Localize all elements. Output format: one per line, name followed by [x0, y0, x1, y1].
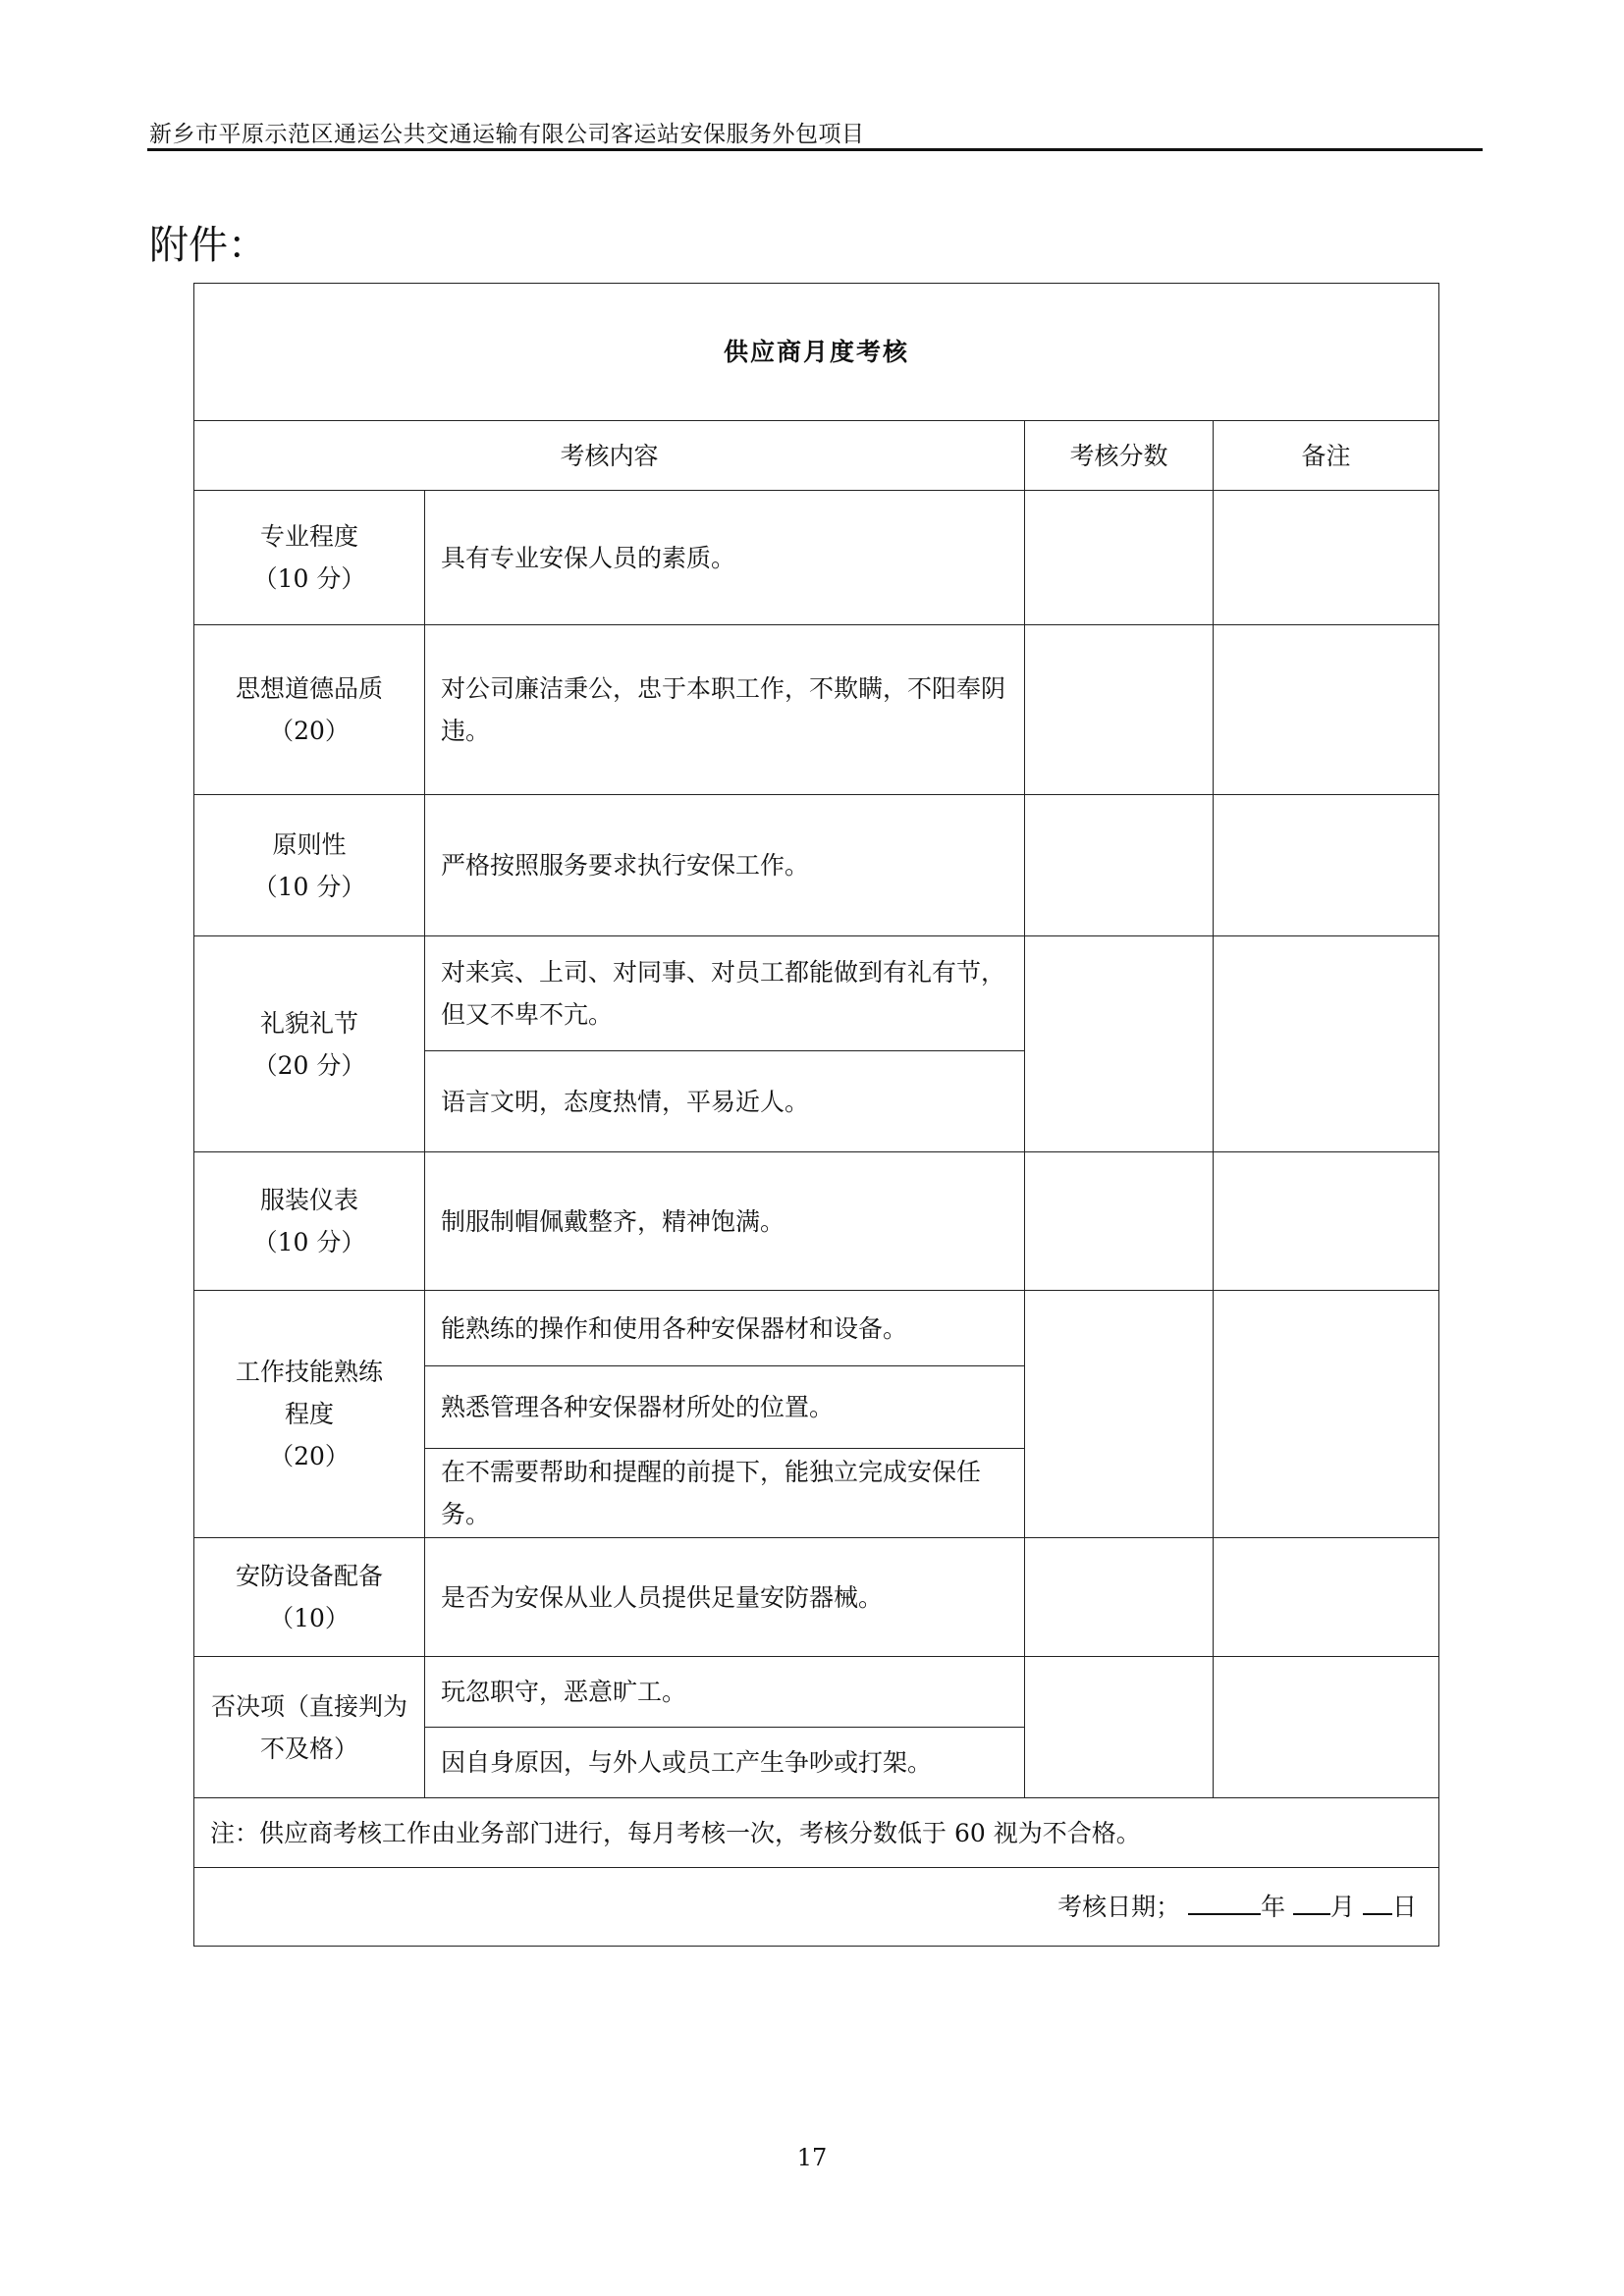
- score-cell[interactable]: [1025, 795, 1214, 936]
- category-cell: [194, 936, 425, 1152]
- content-cell: 玩忽职守，恶意旷工。: [425, 1657, 1025, 1728]
- page-number: 17: [796, 2144, 828, 2171]
- year-blank[interactable]: [1188, 1890, 1261, 1915]
- assessment-table: [193, 283, 1439, 1947]
- month-label: 月: [1330, 1893, 1356, 1921]
- header-rule: [147, 148, 1483, 151]
- category-cell: [194, 1291, 425, 1538]
- category-name: 否决项（直接判为不及格）: [210, 1691, 407, 1763]
- content-cell: 因自身原因，与外人或员工产生争吵或打架。: [425, 1728, 1025, 1798]
- remark-cell[interactable]: [1214, 1657, 1439, 1798]
- category-points: （20）: [269, 1442, 350, 1470]
- remark-cell[interactable]: [1214, 795, 1439, 936]
- content-cell: 对公司廉洁秉公，忠于本职工作，不欺瞒，不阳奉阴违。: [425, 625, 1025, 795]
- table-row: [194, 1538, 1439, 1657]
- category-name: 服装仪表: [259, 1186, 358, 1214]
- table-note: 注：供应商考核工作由业务部门进行，每月考核一次，考核分数低于 60 视为不合格。: [194, 1798, 1439, 1868]
- content-cell: 制服制帽佩戴整齐，精神饱满。: [425, 1152, 1025, 1291]
- table-row: [194, 936, 1439, 1051]
- score-cell[interactable]: [1025, 491, 1214, 625]
- category-name: 思想道德品质: [235, 674, 383, 703]
- table-row: [194, 1657, 1439, 1728]
- category-name: 安防设备配备: [235, 1562, 383, 1590]
- category-name: 工作技能熟练程度: [235, 1358, 383, 1428]
- score-cell[interactable]: [1025, 1538, 1214, 1657]
- category-cell: [194, 625, 425, 795]
- table-row: [194, 1291, 1439, 1366]
- content-cell: 语言文明，态度热情，平易近人。: [425, 1051, 1025, 1152]
- category-cell: [194, 1657, 425, 1798]
- header-content: 考核内容: [194, 421, 1025, 491]
- category-cell: [194, 1152, 425, 1291]
- running-header: 新乡市平原示范区通运公共交通运输有限公司客运站安保服务外包项目: [149, 122, 865, 147]
- category-name: 原则性: [272, 829, 347, 859]
- content-cell: 熟悉管理各种安保器材所处的位置。: [425, 1366, 1025, 1449]
- remark-cell[interactable]: [1214, 1152, 1439, 1291]
- header-score: 考核分数: [1025, 421, 1214, 491]
- remark-cell[interactable]: [1214, 1291, 1439, 1538]
- content-cell: 在不需要帮助和提醒的前提下，能独立完成安保任务。: [425, 1449, 1025, 1538]
- date-label: 考核日期；: [1057, 1893, 1181, 1921]
- category-name: 专业程度: [259, 522, 358, 551]
- table-row: [194, 795, 1439, 936]
- category-cell: [194, 1538, 425, 1657]
- remark-cell[interactable]: [1214, 625, 1439, 795]
- content-cell: 对来宾、上司、对同事、对员工都能做到有礼有节，但又不卑不亢。: [425, 936, 1025, 1051]
- year-label: 年: [1261, 1893, 1286, 1921]
- score-cell[interactable]: [1025, 1657, 1214, 1798]
- score-cell[interactable]: [1025, 625, 1214, 795]
- table-title: 供应商月度考核: [194, 284, 1439, 421]
- content-cell: 具有专业安保人员的素质。: [425, 491, 1025, 625]
- category-points: （20）: [269, 717, 350, 745]
- attachment-label: 附件：: [149, 223, 267, 268]
- category-cell: [194, 491, 425, 625]
- content-cell: 严格按照服务要求执行安保工作。: [425, 795, 1025, 936]
- category-points: （10 分）: [252, 872, 366, 901]
- category-points: （10 分）: [252, 1228, 366, 1256]
- remark-cell[interactable]: [1214, 491, 1439, 625]
- category-points: （10）: [269, 1604, 350, 1632]
- score-cell[interactable]: [1025, 936, 1214, 1152]
- category-cell: [194, 795, 425, 936]
- table-row: [194, 491, 1439, 625]
- assessment-date-cell: [194, 1868, 1439, 1947]
- remark-cell[interactable]: [1214, 936, 1439, 1152]
- day-label: 日: [1392, 1893, 1418, 1921]
- score-cell[interactable]: [1025, 1152, 1214, 1291]
- table-row: [194, 625, 1439, 795]
- category-points: （10 分）: [252, 564, 366, 593]
- content-cell: 能熟练的操作和使用各种安保器材和设备。: [425, 1291, 1025, 1366]
- content-cell: 是否为安保从业人员提供足量安防器械。: [425, 1538, 1025, 1657]
- day-blank[interactable]: [1363, 1890, 1392, 1915]
- table-row: [194, 1152, 1439, 1291]
- header-remark: 备注: [1214, 421, 1439, 491]
- category-name: 礼貌礼节: [259, 1008, 358, 1038]
- score-cell[interactable]: [1025, 1291, 1214, 1538]
- remark-cell[interactable]: [1214, 1538, 1439, 1657]
- month-blank[interactable]: [1293, 1890, 1330, 1915]
- category-points: （20 分）: [252, 1050, 366, 1080]
